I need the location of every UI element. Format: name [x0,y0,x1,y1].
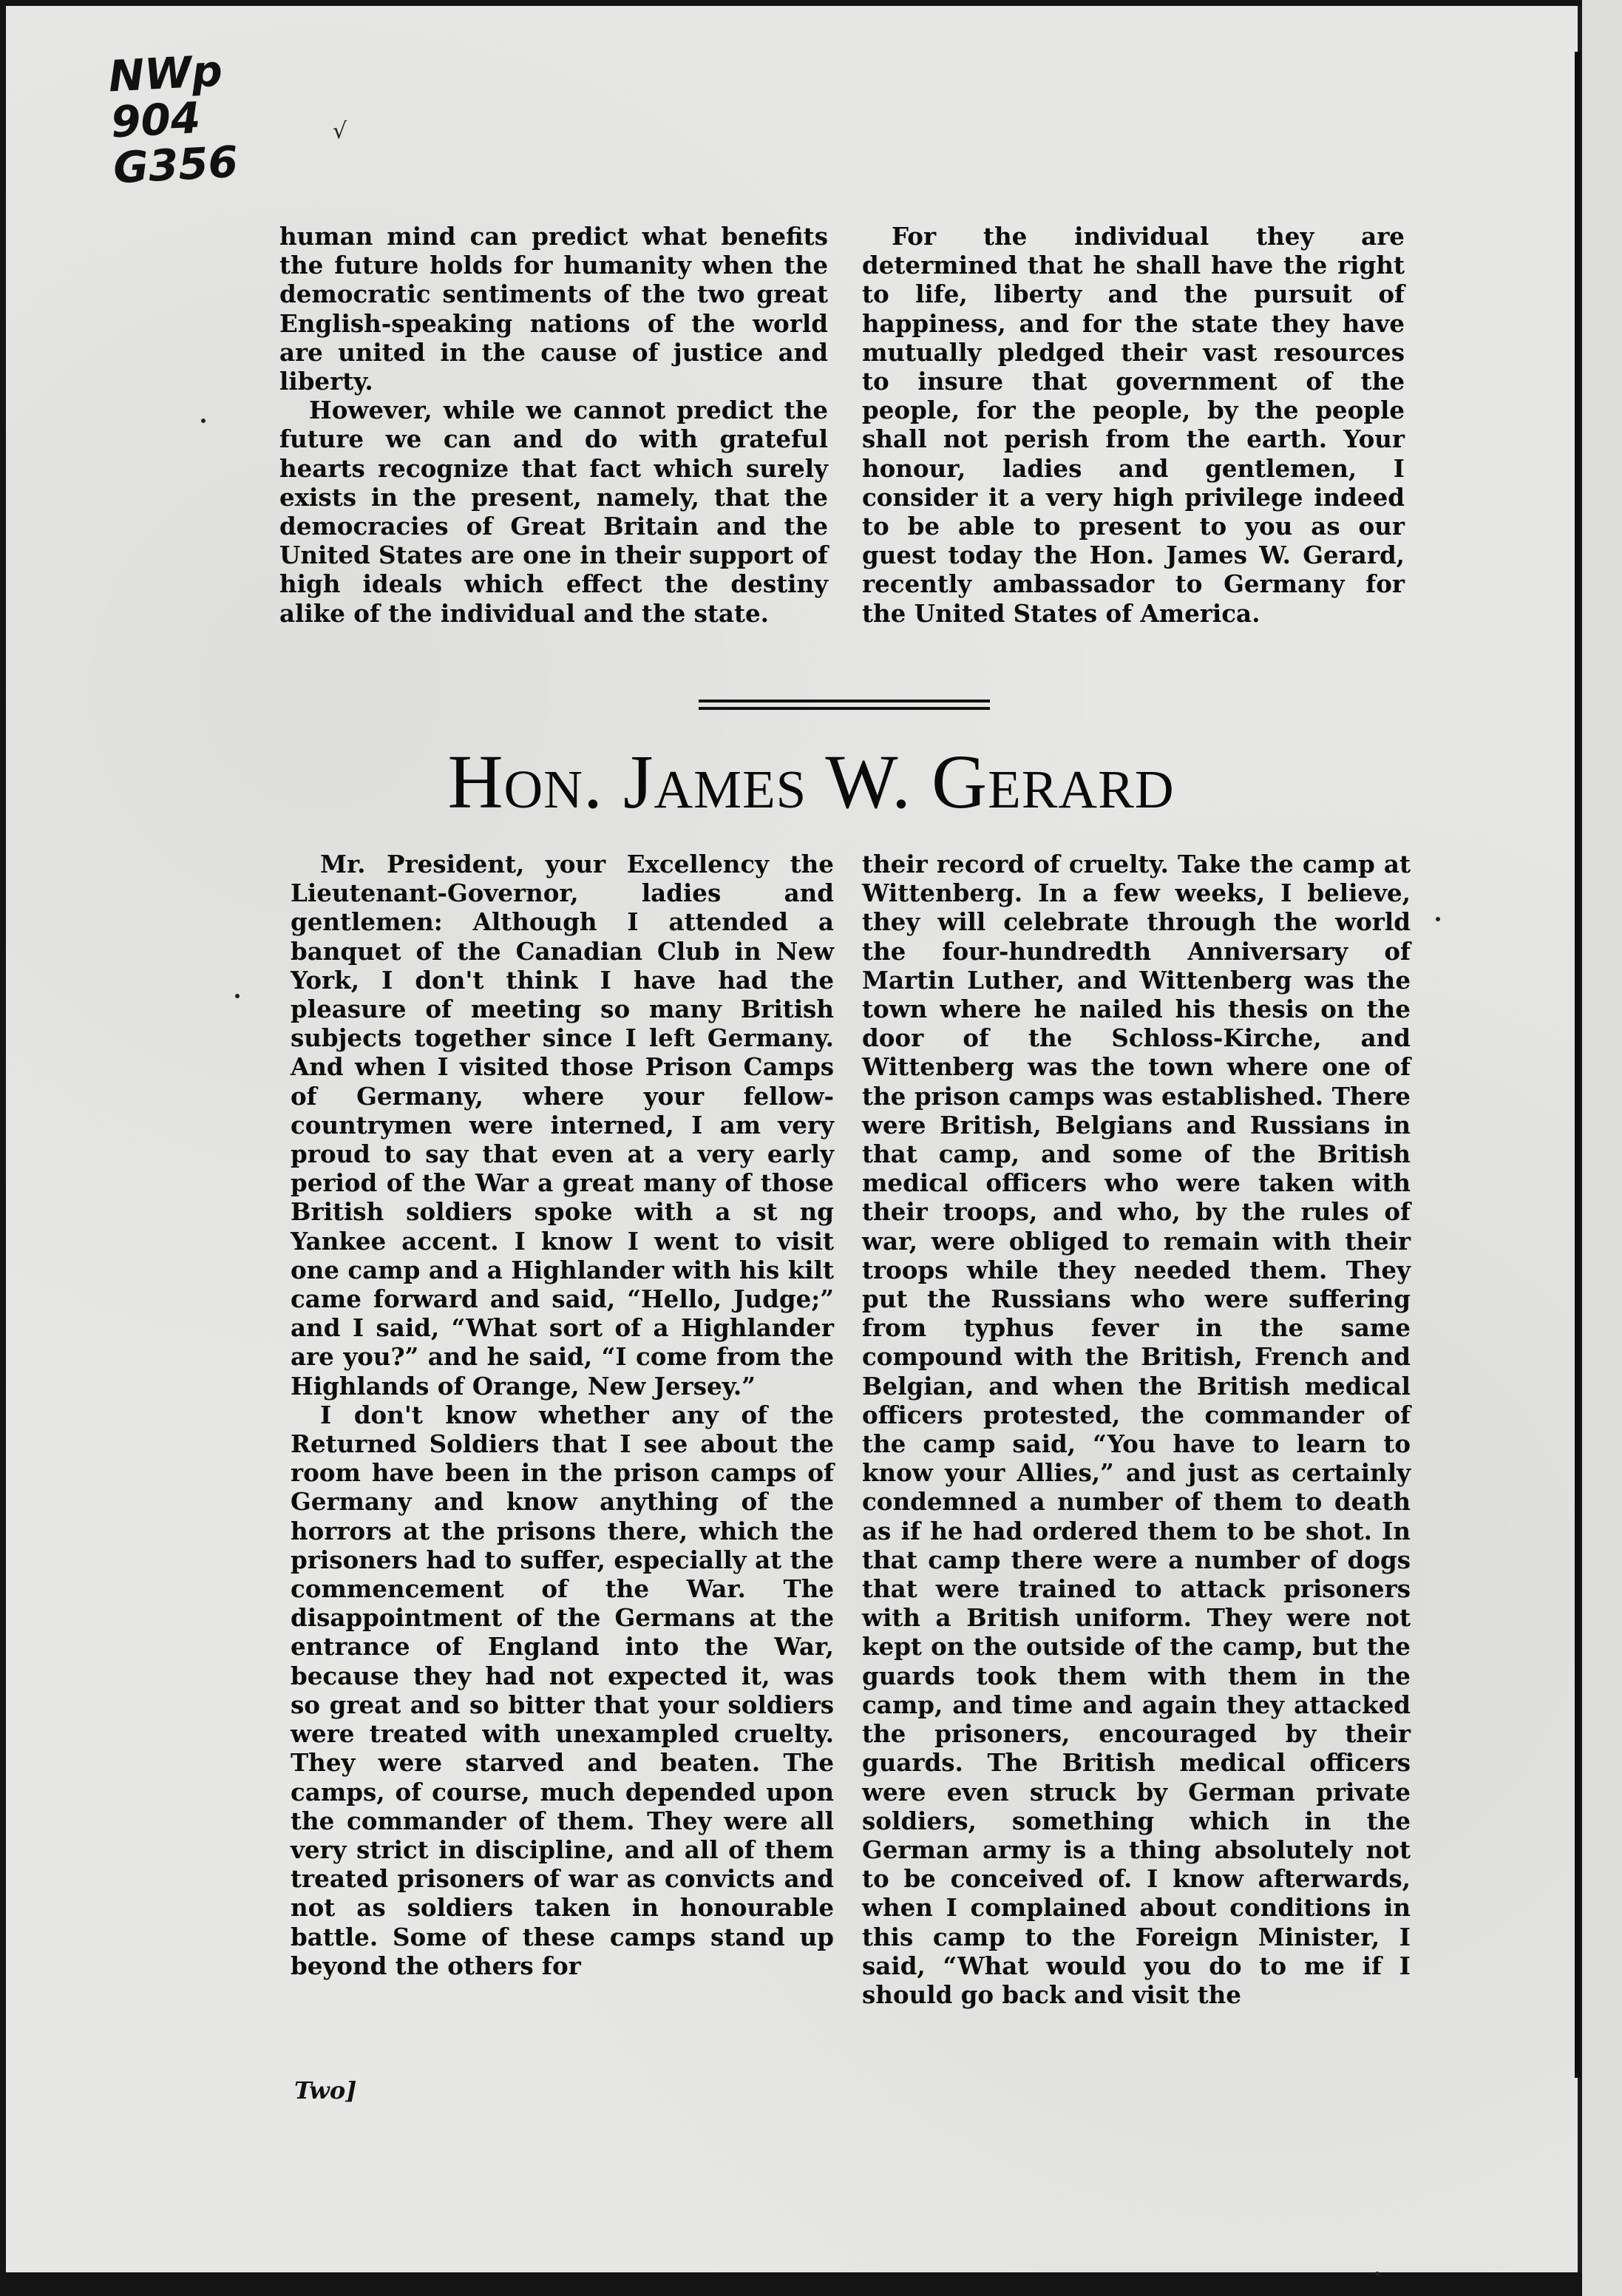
top-right-column [862,222,1405,628]
paragraph: For the individual they are determined that he shall have the right to life, liberty and the pursuit of happiness, and for the state they have mutually pledged their vast resources to insure that government of the people, for the people, by the people shall not perish from the earth. Your honour, ladies and gentlemen, I consider it a very high privilege indeed to be able to present to you as our guest today the Hon. James W. Gerard, recently ambassador to Germany for the United States of America. [862,222,1405,628]
scan-speck [1436,917,1440,921]
scan-speck [201,419,206,423]
catalog-mark-line: NWp [107,45,224,102]
handwritten-catalog-mark [107,47,239,192]
paragraph: However, while we cannot predict the future we can and do with grateful hearts recognize that fact which surely exists in the present, namely, that the democracies of Great Britain and the United States are one in their support of high ideals which effect the destiny alike of the individual and the state. [279,396,828,628]
section-divider [699,700,990,710]
handwritten-check-mark: √ [333,118,347,144]
adjacent-page-sliver [1582,0,1622,2296]
bottom-right-column [862,850,1411,2009]
paragraph: human mind can predict what benefits the future holds for humanity when the democratic sentiments of the two great English-speaking nations of the world are united in the cause of justice and liberty. [279,222,828,396]
catalog-mark-line: 904 [109,92,202,148]
paragraph: I don't know whether any of the Returned Soldiers that I see about the room have been in the prison camps of Germany and know anything of the horrors at the prisons there, which the prisoners had to suffer, especially at the commencement of the War. The disappointment of the Germans at the entrance of England into the War, because they had not expected it, was so great and so bitter that your soldiers were treated with unexampled cruelty. They were starved and beaten. The camps, of course, much depended upon the commander of them. They were all very strict in discipline, and all of them treated prisoners of war as convicts and not as soldiers taken in honourable battle. Some of these camps stand up beyond the others for [291,1400,834,1980]
scan-speck [1375,2272,1380,2276]
scan-speck [235,994,240,998]
paragraph: Mr. President, your Excellency the Lieutenant-Governor, ladies and gentlemen: Although I attended a banquet of the Canadian Club in New York, I don't think I have had the pleasure of meeting so many British subjects together since I left Germany. And when I visited those Prison Camps of Germany, where your fellow-countrymen were interned, I am very proud to say that even at a very early period of the War a great many of those British soldiers spoke with a st ng Yankee accent. I know I went to visit one camp and a Highlander with his kilt came forward and said, “Hello, Judge;” and I said, “What sort of a Highlander are you?” and he said, “I come from the Highlands of Orange, New Jersey.” [291,850,834,1401]
speaker-heading: Hon. James W. Gerard [447,739,1175,824]
paragraph: their record of cruelty. Take the camp at Wittenberg. In a few weeks, I believe, they will celebrate through the world the four-hundredth Anniversary of Martin Luther, and Wittenberg was the town where he nailed his thesis on the door of the Schloss-Kirche, and Wittenberg was the town where one of the prison camps was established. There were British, Belgians and Russians in that camp, and some of the British medical officers who were taken with their troops, and who, by the rules of war, were obliged to remain with their troops while they needed them. They put the Russians who were suffering from typhus fever in the same compound with the British, French and Belgian, and when the British medical officers protested, the commander of the camp said, “You have to learn to know your Allies,” and just as certainly condemned a number of them to death as if he had ordered them to be shot. In that camp there were a number of dogs that were trained to attack prisoners with a British uniform. They were not kept on the outside of the camp, but the guards took them with them in the camp, and time and again they attacked the prisoners, encouraged by their guards. The British medical officers were even struck by German private soldiers, something which in the German army is a thing absolutely not to be conceived of. I know afterwards, when I complained about conditions in this camp to the Foreign Minister, I said, “What would you do to me if I should go back and visit the [862,850,1411,2009]
page-number: Two] [294,2076,357,2104]
top-left-column [279,222,828,628]
catalog-mark-line: G356 [112,136,240,194]
page-edge-shadow [1575,52,1581,2078]
bottom-left-column [291,850,834,1980]
